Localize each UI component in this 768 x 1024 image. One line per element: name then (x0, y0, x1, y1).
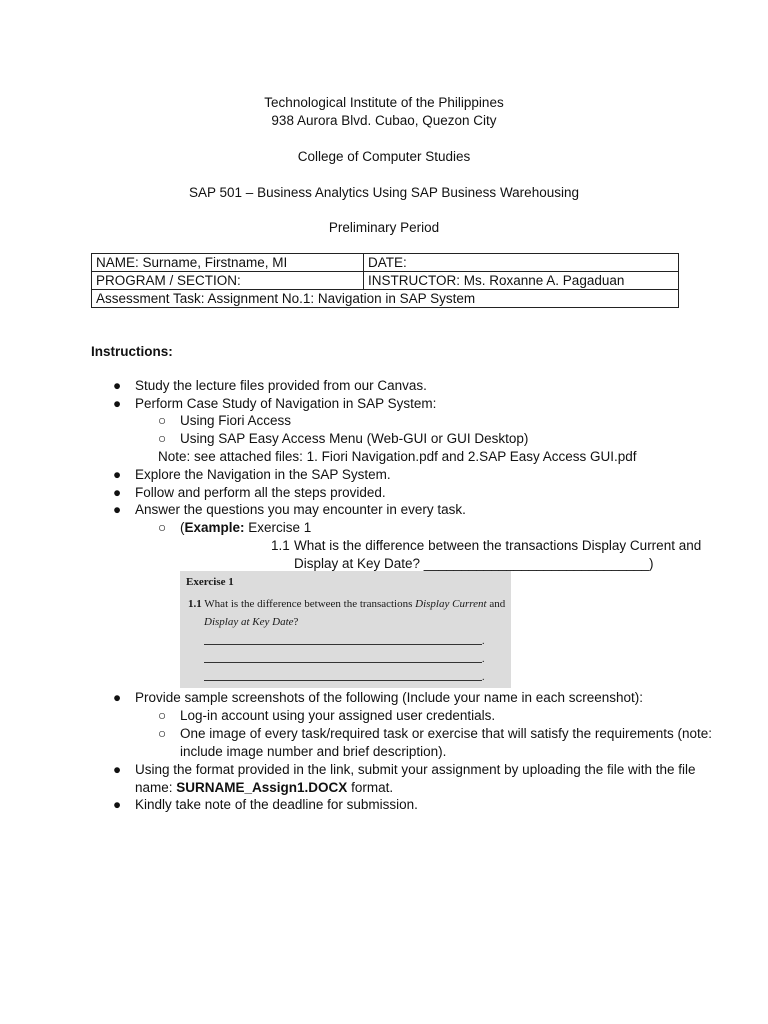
program-cell: PROGRAM / SECTION: (92, 272, 364, 290)
circle-bullet-icon: ○ (158, 520, 167, 535)
example-question-number: 1.1 (271, 538, 290, 553)
example-label: Example: (184, 520, 245, 535)
institution-address: 938 Aurora Blvd. Cubao, Quezon City (271, 113, 497, 128)
exercise-image-italic-term: Display at Key Date (204, 616, 294, 628)
circle-bullet-icon: ○ (158, 431, 167, 446)
circle-bullet-icon: ○ (158, 708, 167, 723)
example-open: ( (180, 520, 185, 535)
instruction-8: Kindly take note of the deadline for submission. (135, 797, 418, 812)
bullet-icon: ● (113, 396, 122, 411)
info-row-2 (92, 272, 679, 290)
exercise-image-title: Exercise 1 (186, 576, 234, 588)
instruction-3: Explore the Navigation in the SAP System. (135, 467, 391, 482)
exercise-screenshot-image (180, 571, 511, 688)
bullet-icon: ● (113, 378, 122, 393)
example-line (180, 519, 311, 537)
example-question-line-1: What is the difference between the transactions Display Current and (294, 538, 702, 553)
info-row-1 (92, 254, 679, 272)
instruction-6-sub-2-line-1: One image of every task/required task or exercise that will satisfy the requirements (note: (180, 726, 712, 741)
instruction-5: Answer the questions you may encounter in every task. (135, 502, 466, 517)
filename-suffix: format. (347, 780, 394, 795)
circle-bullet-icon: ○ (158, 726, 167, 741)
institution-name: Technological Institute of the Philippines (264, 95, 504, 110)
exercise-image-question-text: ? (293, 616, 299, 628)
exercise-image-question (188, 595, 505, 613)
info-row-3 (92, 290, 679, 308)
bullet-icon: ● (113, 502, 122, 517)
answer-line (204, 662, 482, 663)
filename-format: SURNAME_Assign1.DOCX (176, 780, 348, 795)
date-cell: DATE: (364, 254, 679, 272)
answer-line (204, 680, 482, 681)
bullet-icon: ● (113, 467, 122, 482)
instruction-6-sub-1: Log-in account using your assigned user credentials. (180, 708, 496, 723)
name-cell: NAME: Surname, Firstname, MI (92, 254, 364, 272)
answer-line (204, 644, 482, 645)
period-label: Preliminary Period (328, 220, 440, 235)
instruction-2-sub-2: Using SAP Easy Access Menu (Web-GUI or GUI Desktop) (180, 431, 529, 446)
bullet-icon: ● (113, 485, 122, 500)
instructions-title: Instructions: (91, 344, 173, 359)
course-title: SAP 501 – Business Analytics Using SAP Business Warehousing (189, 185, 579, 200)
exercise-image-question-number: 1.1 (188, 598, 202, 610)
exercise-image-question-text: What is the difference between the transactions (201, 598, 416, 610)
answer-line-dot: . (482, 636, 485, 647)
answer-line-dot: . (482, 654, 485, 665)
instruction-4: Follow and perform all the steps provided. (135, 485, 386, 500)
instruction-2-sub-1: Using Fiori Access (180, 413, 292, 428)
filename-prefix: name: (135, 780, 177, 795)
task-cell: Assessment Task: Assignment No.1: Navigation in SAP System (92, 290, 679, 308)
exercise-image-italic-term: Display Current (415, 598, 487, 610)
college-name: College of Computer Studies (297, 149, 471, 164)
instruction-6-sub-2-line-2: include image number and brief description). (180, 744, 447, 759)
instruction-7-line-1: Using the format provided in the link, submit your assignment by uploading the file with the file (135, 762, 696, 777)
exercise-image-question-text: and (486, 598, 506, 610)
bullet-icon: ● (113, 797, 122, 812)
instruction-1: Study the lecture files provided from our Canvas. (135, 378, 427, 393)
example-question-line-2: Display at Key Date? ______________________________) (294, 556, 654, 571)
info-table (91, 253, 679, 308)
instruction-2-note: Note: see attached files: 1. Fiori Navigation.pdf and 2.SAP Easy Access GUI.pdf (158, 449, 637, 464)
bullet-icon: ● (113, 690, 122, 705)
instruction-2: Perform Case Study of Navigation in SAP System: (135, 396, 437, 411)
circle-bullet-icon: ○ (158, 413, 167, 428)
example-rest: Exercise 1 (244, 520, 312, 535)
bullet-icon: ● (113, 762, 122, 777)
exercise-image-question-cont (204, 613, 298, 631)
answer-line-dot: . (482, 672, 485, 683)
instructor-cell: INSTRUCTOR: Ms. Roxanne A. Pagaduan (364, 272, 679, 290)
instruction-7-line-2 (135, 779, 393, 797)
instruction-6: Provide sample screenshots of the following (Include your name in each screenshot): (135, 690, 644, 705)
